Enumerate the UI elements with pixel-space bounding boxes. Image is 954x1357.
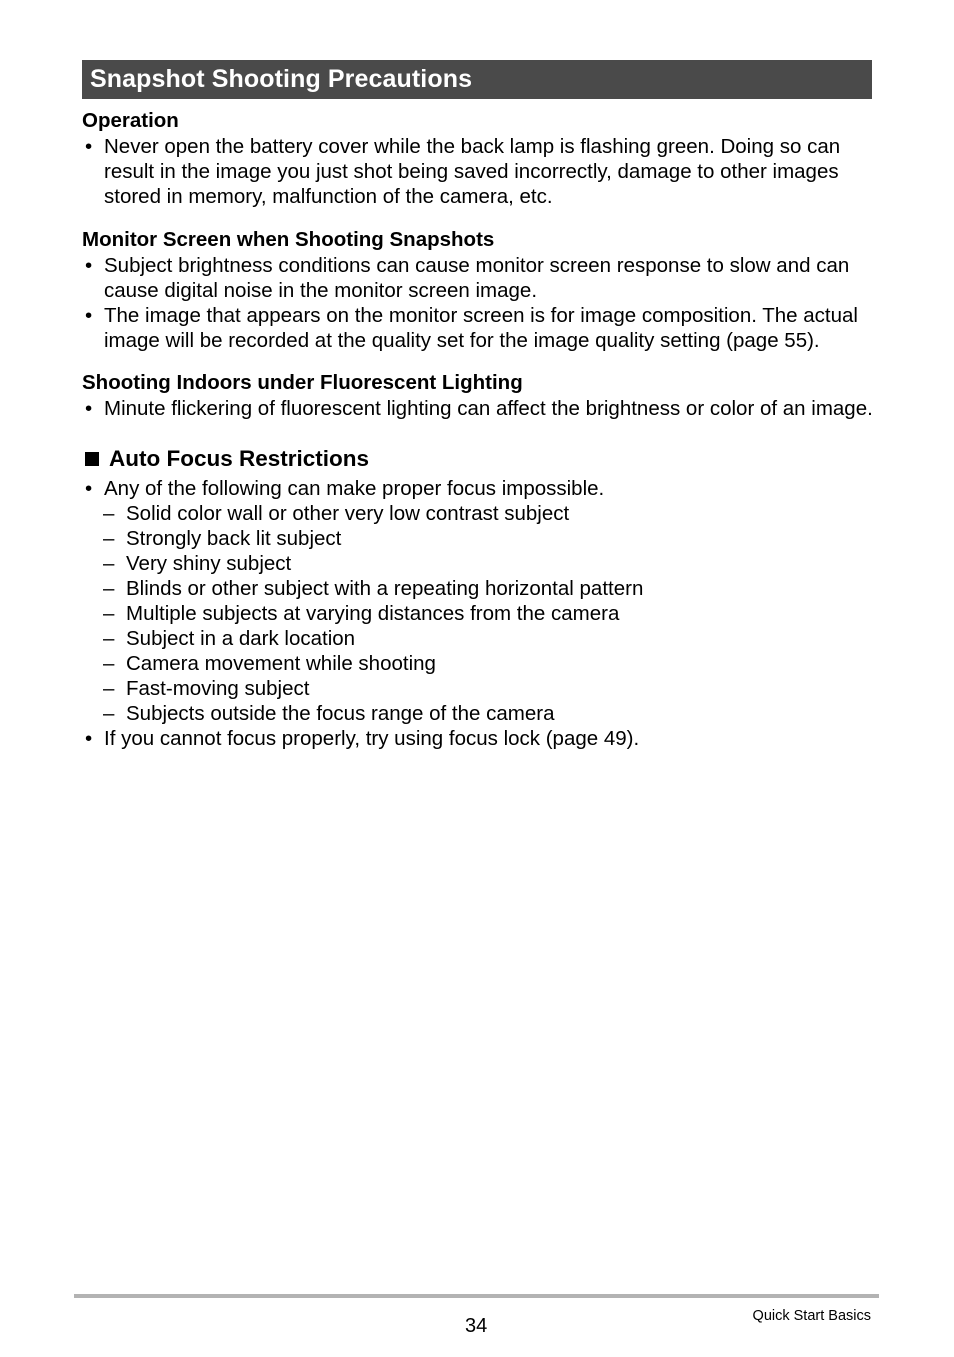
dash-mark: – [103,602,115,625]
dash-item [82,526,882,551]
bullet-mark: • [85,477,93,500]
list-item-text: The image that appears on the monitor screen is for image composition. The actual image will be recorded at the quality set for the image quality setting (page 55). [104,304,858,352]
monitor-bullet-list [82,253,882,353]
list-item [82,303,882,353]
list-item-text: Never open the battery cover while the back lamp is flashing green. Doing so can result in the image you just shot being saved incorrectly, damage to other images stored in memory, malfunction of the camera, etc. [104,135,841,208]
dash-item-text: Subjects outside the focus range of the camera [126,702,555,725]
section-heading-autofocus: Auto Focus Restrictions [109,446,370,471]
dash-item [82,676,882,701]
section-heading-operation: Operation [82,109,179,132]
dash-item-text: Very shiny subject [126,552,292,575]
dash-item-text: Solid color wall or other very low contrast subject [126,502,570,525]
dash-mark: – [103,627,115,650]
list-item-text: Subject brightness conditions can cause monitor screen response to slow and can cause digital noise in the monitor screen image. [104,254,850,302]
dash-mark: – [103,552,115,575]
dash-item-text: Strongly back lit subject [126,527,342,550]
section-monitor [82,227,882,353]
dash-mark: – [103,502,115,525]
dash-mark: – [103,577,115,600]
dash-item-text: Camera movement while shooting [126,652,436,675]
dash-item-text: Fast-moving subject [126,677,310,700]
list-item-text: If you cannot focus properly, try using focus lock (page 49). [104,727,640,750]
autofocus-closing-list [82,726,882,751]
autofocus-dash-list [82,501,882,726]
bullet-mark: • [85,397,93,420]
list-item [82,396,882,421]
bullet-mark: • [85,135,93,158]
section-operation [82,108,882,209]
page-title: Snapshot Shooting Precautions [90,65,473,93]
footer-divider [74,1294,879,1298]
dash-item [82,501,882,526]
footer-section-name: Quick Start Basics [752,1308,871,1324]
operation-bullet-list [82,134,882,209]
bullet-mark: • [85,254,93,277]
dash-item [82,601,882,626]
dash-mark: – [103,702,115,725]
page-content [82,108,882,751]
dash-item [82,551,882,576]
list-item-text: Any of the following can make proper focus impossible. [104,477,605,500]
title-bar [82,60,872,99]
dash-item [82,701,882,726]
section-heading-monitor: Monitor Screen when Shooting Snapshots [82,228,495,251]
section-fluorescent [82,370,882,421]
dash-mark: – [103,677,115,700]
bullet-mark: • [85,304,93,327]
section-heading-fluorescent: Shooting Indoors under Fluorescent Lighting [82,371,523,394]
autofocus-bullet-list [82,476,882,501]
list-item-text: Minute flickering of fluorescent lighting can affect the brightness or color of an image. [104,397,873,420]
dash-item-text: Multiple subjects at varying distances from the camera [126,602,620,625]
section-autofocus-heading-row [82,445,882,473]
dash-item [82,651,882,676]
bullet-mark: • [85,727,93,750]
dash-item-text: Blinds or other subject with a repeating horizontal pattern [126,577,644,600]
list-item [82,726,882,751]
dash-mark: – [103,527,115,550]
fluorescent-bullet-list [82,396,882,421]
list-item [82,253,882,303]
black-square-icon [85,452,99,466]
page-number: 34 [465,1315,488,1337]
list-item [82,476,882,501]
dash-item-text: Subject in a dark location [126,627,356,650]
dash-item [82,576,882,601]
list-item [82,134,882,209]
dash-item [82,626,882,651]
dash-mark: – [103,652,115,675]
